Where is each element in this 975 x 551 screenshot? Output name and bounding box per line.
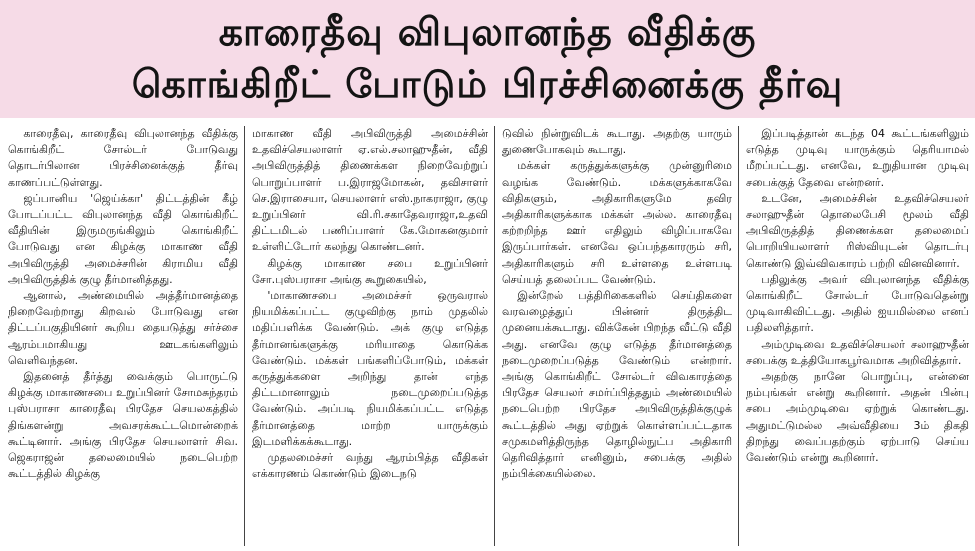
paragraph: இன்றேல் பத்திரிகைகளில் செய்திகளை வரவழைத்துப் பின்னர் திருத்திட முனையக்கூடாது. விக்கேன் பிறந்த வீட்டு வீதி அது. எனவே குழு எடுத்த தீர்மானத்தை நடைமுறைப்படுத்த வேண்டும் என்றார். அங்கு கொங்கிறீட் சோல்டர் விவகாரத்தை பிரதேச செயலர் சமர்ப்பித்ததும் அண்மையில் நடைபெற்ற பிரதேச அபிவிருத்திக்குழுக் கூட்டத்தில் அது ஏற்றுக் கொள்ளப்பட்டதாக சமுகமளித்திருந்த தொழில்நுட்ப அதிகாரி தெரிவித்தார் எனினும், சபைக்கு அதில் நம்பிக்கையில்லை.	[502, 289, 732, 481]
paragraph: மாகாண வீதி அபிவிருத்தி அமைச்சின் உதவிச்செயலாளர் ஏ.எல்.சலாஹுதீன், வீதி அபிவிருத்தித் திணைக்கள நிறைவேற்றுப் பொறுப்பாளர் ப.இராஜமோகன், தவிசாளர் செ.இராசையா, செயலாளர் எஸ்.நாகராஜா, குழு உறுப்பினர் வி.ரி.சகாதேவராஜா,உதவி திட்டமிடல் பணிப்பாளர் கே.மோகனகுமார் உள்ளிட்டோர் கலந்து கொண்டனர்.	[252, 127, 488, 254]
headline-line-1: காரைதீவு விபுலானந்த வீதிக்கு	[218, 10, 757, 54]
paragraph: கிழக்கு மாகாண சபை உறுப்பினர் சோ.புஸ்பராசா அங்கு கூறுகையில்,	[252, 256, 488, 286]
headline-banner	[0, 0, 975, 118]
article-column-2	[244, 122, 494, 551]
paragraph: அதற்கு நானே பொறுப்பு, என்னை நம்புங்கள் என்று கூறினார். அதன் பின்பு சபை அம்முடிவை ஏற்றுக் கொண்டது. அதுமட்டுமல்ல அவ்வீதியை 3ம் திகதி திறந்து வைப்பதற்கும் ஏற்பாடு செய்ய வேண்டும் என்று கூறினார்.	[746, 370, 969, 465]
headline-line-2: கொங்கிறீட் போடும் பிரச்சினைக்கு தீர்வு	[131, 62, 844, 106]
paragraph: ஆனால், அண்மையில் அத்தீர்மானத்தை நிறைவேற்றாது கிறவல் போடுவது என திட்டப்பகுதியினர் கூறிய தையடுத்து சர்ச்சை ஆரம்பமாகியது ஊடகங்களிலும் வெளிவந்தன.	[8, 289, 238, 367]
paragraph: இப்படித்தான் கடந்த 04 கூட்டங்களிலும் எடுத்த முடிவு யாருக்கும் தெரியாமல் மீறப்பட்டது. எனவே, உறுதியான முடிவு சபைக்குத் தேவை என்றனர்.	[746, 127, 969, 189]
paragraph: இதனைத் தீர்த்து வைக்கும் பொருட்டு கிழக்கு மாகாணசபை உறுப்பினர் சோமசுந்தரம் புஸ்பராசா காரைதீவு பிரதேச செயலகத்தில் திங்களன்று அவசரக்கூட்டமொன்றைக் கூட்டினார். அங்கு பிரதேச செயலாளர் சிவ. ஜெகராஜன் தலைமையில் நடைபெற்ற கூட்டத்தில் கிழக்கு	[8, 370, 238, 481]
article-column-4	[738, 122, 975, 551]
paragraph: முதலமைச்சர் வந்து ஆரம்பித்த வீதிகள் எக்காரணம் கொண்டும் இடைநடு	[252, 451, 488, 481]
paragraph: மக்கள் கருத்துக்களுக்கு முன்னுரிமை வழங்க வேண்டும். மக்களுக்காகவே விதிகளும், அதிகாரிகளுமே தவிர அதிகாரிகளுக்காக மக்கள் அல்ல. காரைதீவு கற்றறிந்த ஊர் எதிலும் விழிப்பாகவே இருப்பார்கள். எனவே ஒப்பந்தகாரரும் சரி, அதிகாரிகளும் சரி உள்ளதை உள்ளபடி செய்யத் தலைப்பட வேண்டும்.	[502, 159, 732, 286]
article-column-1	[0, 122, 244, 551]
paragraph: உடனே, அமைச்சின் உதவிச்செயலர் சலாஹுதீன் தொலைபேசி மூலம் வீதி அபிவிருத்தித் திணைக்கள தலைமைப் பொறியியலாளர் ரிஸ்வியுடன் தொடர்பு கொண்டு இவ்விவகாரம் பற்றி வினவினார்.	[746, 191, 969, 270]
paragraph: காரைதீவு, காரைதீவு விபுலானந்த வீதிக்கு கொங்கிறீட் சோல்டர் போடுவது தொடர்பிலான பிரச்சினைக்குத் தீர்வு காணப்பட்டுள்ளது.	[8, 127, 238, 189]
paragraph: ஜப்பானிய 'ஜெய்க்கா' திட்டத்தின் கீழ் போடப்பட்ட விபுலானந்த வீதி கொங்கிறீட் வீதியின் இருமருங்கிலும் கொங்கிறீட் போடுவது என கிழக்கு மாகாண வீதி அபிவிருத்தி அமைச்சரின் கிராமிய வீதி அபிவிருத்திக் குழு தீர்மானித்தது.	[8, 191, 238, 286]
paragraph: அம்முடிவை உதவிச்செயலர் சலாஹுதீன் சபைக்கு உத்தியோகபூர்வமாக அறிவித்தார்.	[746, 337, 969, 367]
article-column-3	[494, 122, 738, 551]
article-body	[0, 122, 975, 551]
paragraph: 'மாகாணசபை அமைச்சர் ஒருவரால் நியமிக்கப்பட்ட குழுவிற்கு நாம் முதலில் மதிப்பளிக்க வேண்டும். அக் குழு எடுத்த தீர்மானங்களுக்கு மரியாதை கொடுக்க வேண்டும். மக்கள் பங்களிப்போடும், மக்கள் கருத்துக்களை அறிந்து தான் எந்த திட்டமானாலும் நடைமுறைப்படுத்த வேண்டும். அப்படி நியமிக்கப்பட்ட எடுத்த தீர்மானத்தை மாற்ற யாருக்கும் இடமளிக்கக்கூடாது.	[252, 289, 488, 448]
paragraph: பதிலுக்கு அவர் விபுலானந்த வீதிக்கு கொங்கிறீட் சோல்டர் போடுவதென்று முடிவாகிவிட்டது. அதில் ஐயமில்லை எனப் பதிலளித்தார்.	[746, 272, 969, 335]
paragraph: டுவில் நின்றுவிடக் கூடாது. அதற்கு யாரும் துணைபோகவும் கூடாது.	[502, 127, 732, 157]
